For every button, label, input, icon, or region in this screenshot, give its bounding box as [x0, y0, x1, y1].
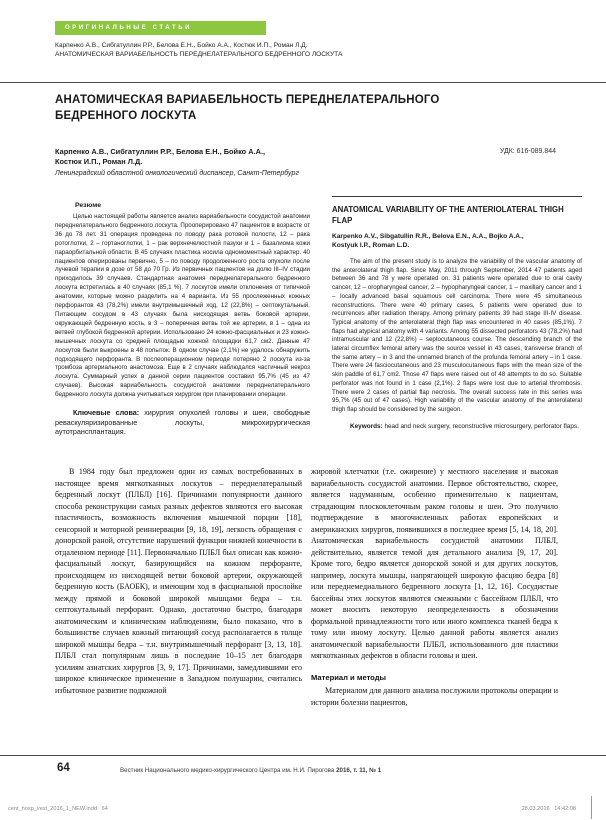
header-rule: [0, 82, 606, 83]
affiliation: Ленинградский областной онкологический диспансер, Санкт-Петербург: [55, 170, 299, 177]
keywords-en-label: Keywords:: [350, 422, 383, 430]
original-articles-badge: ОРИГИНАЛЬНЫЕ СТАТЬИ: [55, 21, 266, 35]
body-column-left: [55, 466, 302, 754]
body-right-paragraph-1: жировой клетчатки (т.е. ожирение) у местного населения и высокая вариабельность сосудистой анатомии. Первое обстоятельство, скорее, является надуманным, особенно применительно к пациентам, страдающим плоскоклеточным раком головы и шеи. Это получило подтверждение в многочисленных работах европейских и американских хирургов, появившихся в последнее время [5, 14, 18, 20]. Анатомическая вариабельность сосудистой анатомии ПЛБЛ, действительно, является темой для детального анализа [9, 17, 20]. Кроме того, бедро является донорской зоной и для других лоскутов, например, лоскута мышцы, напрягающей широкую фасцию бедра [8] или переднемедиального бедренного лоскута [1, 12, 16]. Сосудистые бассейны этих лоскутов являются смежными с бассейном ПЛБЛ, что может вносить некоторую неопределенность в обозначении формальной принадлежности того или иного комплекса тканей бедра к тому или иному лоскуту. Целью данной работы является анализ анатомической вариабельности ПЛБЛ, использованного для пластики мягкотканных дефектов в области головы и шеи.: [311, 467, 558, 660]
keywords-ru-text: хирургия опухолей головы и шеи, свободные реваскуляризированные лоскуты, микрохирургическая аутотрансплантация.: [55, 408, 310, 437]
journal-reference: [120, 767, 381, 774]
body-right-paragraph-2: Материалом для данного анализа послужили протоколы операции и истории болезни пациентов,: [311, 686, 558, 707]
abstract-en-rule: [332, 196, 582, 197]
keywords-en-text: head and neck surgery, reconstructive microsurgery, perforator flaps.: [382, 422, 579, 430]
journal-name: Вестник Национального медико-хирургического Центра им. Н.И. Пирогова: [120, 767, 337, 774]
udk-number: УДК: 616-089.844: [499, 148, 556, 155]
print-mark-left: cent_hosp_vest_2016_1_NEW.indd 64: [8, 806, 108, 812]
keywords-ru-label: Ключевые слова:: [73, 408, 140, 418]
abstract-russian: [55, 196, 310, 466]
abstract-en-authors-line2: Kostyuk I.P., Roman L.D.: [332, 242, 410, 249]
print-mark-right: 28.03.2016 14:42:08: [521, 806, 576, 812]
abstract-en-authors: [332, 232, 582, 250]
methods-heading: Материал и методы: [311, 672, 387, 682]
abstract-english: [332, 196, 582, 466]
page-number: 64: [57, 762, 70, 774]
article-title: АНАТОМИЧЕСКАЯ ВАРИАБЕЛЬНОСТЬ ПЕРЕДНЕЛАТЕРАЛЬНОГО БЕДРЕННОГО ЛОСКУТА: [55, 94, 440, 122]
article-authors-line2: Костюк И.П., Роман Л.Д.: [55, 157, 143, 166]
abstract-en-keywords: [332, 423, 582, 432]
abstract-en-heading: ANATOMICAL VARIABILITY OF THE ANTERIOLATERAL THIGH FLAP: [332, 205, 564, 225]
crop-mark: [591, 796, 592, 819]
abstract-en-authors-line1: Karpenko A.V., Sibgatullin R.R., Belova E.N., A.A., Bojko A.A.,: [332, 233, 524, 240]
header-running-title: АНАТОМИЧЕСКАЯ ВАРИАБЕЛЬНОСТЬ ПЕРЕДНЕЛАТЕРАЛЬНОГО БЕДРЕННОГО ЛОСКУТА: [55, 51, 343, 58]
article-authors-line1: Карпенко А.В., Сибгатуллин Р.Р., Белова Е.Н., Бойко А.А.,: [55, 147, 266, 156]
body-column-right: [311, 466, 558, 754]
abstract-ru-text: Целью настоящей работы является анализ вариабельности сосудистой анатомии переднелатерального бедренного лоскута. Прооперировано 47 пациентов в возрасте от 36 до 78 лет. 31 операция проведена по поводу рака ротовой полости, 12 – рака ротоглотки, 2 – гортаноглотки, 1 – рак верхнечелюстной пазухи и 1 – базалиома кожи параорбитальной области. В 45 случаях пластика носила одномоментный характер. 40 пациентов оперированы первично, 5 – по поводу продолженного роста опухоли после лучевой терапии в дозе от 58 до 70 Гр. Из первичных пациентов на долю III–IV стадии приходилось 39 случаев. Стандартная анатомия переднелатерального бедренного лоскута встретилась в 40 случаях (85,1 %). 7 лоскутов имели отклонения от типичной анатомии, которые можно разделить на 4 варианта. Из 55 прослеженных кожных перфорантов 43 (78,2%) имели внутримышечный ход, 12 (22,8%) – септокутальный. Питающим сосудом в 43 случаях была нисходящая ветвь боковой артерии, окружающей бедренную кость, в 3 – поперечная ветвь той же артерии, в 1 – одна из ветвей глубокой бедренной артерии. Использовано 24 кожно-фасциальных и 23 кожно-мышечных лоскута со средней площадью кожной площадки 61,7 см2. Данные 47 лоскутов были выкроены в 48 попыток. В одном случае (2,1%) не удалось обнаружить подходящего перфоранта. В послеоперационном периоде потеряно 2 лоскута из-за тромбоза артериального анастомоза. Еще в 2 случаях наблюдался частичный некроз лоскута. Суммарный успех в данной серии пациентов составил 95,7% (45 из 47 случаев). Высокая вариабельность сосудистой анатомии переднелатерального бедренного лоскута должна учитываться хирургом при планировании операции.: [55, 213, 310, 399]
header-authors: Карпенко А.В., Сибгатуллин Р.Р., Белова Е.Н., Бойко А.А., Костюк И.П., Роман Л.Д.: [55, 42, 308, 49]
abstract-ru-keywords: [55, 408, 310, 437]
abstract-en-text: The aim of the present study is to analyze the variability of the vascular anatomy of the anterolateral thigh flap. Since May, 2011 through September, 2014 47 patients aged between 36 and 78 y were operated on. 31 patients were operated due to oral cavity cancer, 12 – oropharyngeal cancer, 2 – hypopharyngeal cancer, 1 – maxillary cancer and 1 – locally advanced basal squamous cell carcinoma. There were 45 simultaneous reconstructions. There were 40 primary cases, 5 patients were operated due to recurrences after radiation therapy. Among primary patients 39 had stage III-IV disease. Typical anatomy of the anterolateral thigh flap was encountered in 40 cases (85,1%). 7 flaps had atypical anatomy with 4 variants. Among 55 dissected perforators 43 (78,2%) had intramuscular and 12 (22,8%) – septocutaneous course. The descending branch of the lateral circumflex femoral artery was the source vessel in 43 cases, transverse branch of the same artery – in 3 and the unnamed branch of the profunda femoral artery – in 1 case. There were 24 fasciocutaneous and 23 musculocutaneous flaps with the mean size of the skin paddle of 61,7 cm2. Those 47 flaps were raised out of 48 attempts to do so. Suitable perforator was not found in 1 case (2,1%). 2 flaps were lost due to arterial thrombosis. There were 2 cases of partial flap necrosis. The overall success rate in this series was 95,7% (45 out of 47 cases). High variability of the vascular anatomy of the anterolateral thigh flap should be considered by the surgeon.: [332, 258, 582, 413]
body-text: [55, 466, 558, 754]
abstracts-section: [55, 196, 582, 466]
journal-issue: 2016, т. 11, № 1: [336, 767, 382, 774]
page-header: [55, 41, 525, 59]
body-left-paragraph: В 1984 году был предложен один из самых востребованных в настоящее время мягкотканных лоскутов – переднелатеральный бедренный лоскут (ПЛБЛ) [16]. Причинами популярности данного способа реконструкции самых разных дефектов являются его высокая пластичность, возможность включения мышечной порции [18], сенсорной и моторной реиннервации [9, 18, 19], легкость обращения с донорской раной, отсутствие нарушений функции нижней конечности в отдаленном периоде [11]. Первоначально ПЛБЛ был описан как кожно-фасциальный лоскут, базирующийся на кожном перфоранте, происходящем из нисходящей ветви боковой артерии, окружающей бедренную кость (БАОБК), и имеющим ход в фасциальной прослойке между прямой и боковой широкой мышцами бедра – т.н. септокутальный перфорант. Однако, достаточно быстро, благодаря анатомическим и клиническим наблюдениям, было показано, что в большинстве случаев кожный питающий сосуд располагается в толще широкой мышцы бедра – т.н. внутримышечный перфорант [3, 13, 18]. ПЛБЛ стал популярным лишь в последние 10–15 лет благодаря усилиям азиатских хирургов [3, 9, 17]. Причинами, замедлившими его широкое клиническое применение в Западном полушарии, считались избыточное развитие подкожной: [55, 467, 302, 695]
abstract-ru-heading: Резюме: [75, 202, 102, 209]
article-authors: [55, 147, 265, 167]
footer-rule: [0, 755, 606, 756]
